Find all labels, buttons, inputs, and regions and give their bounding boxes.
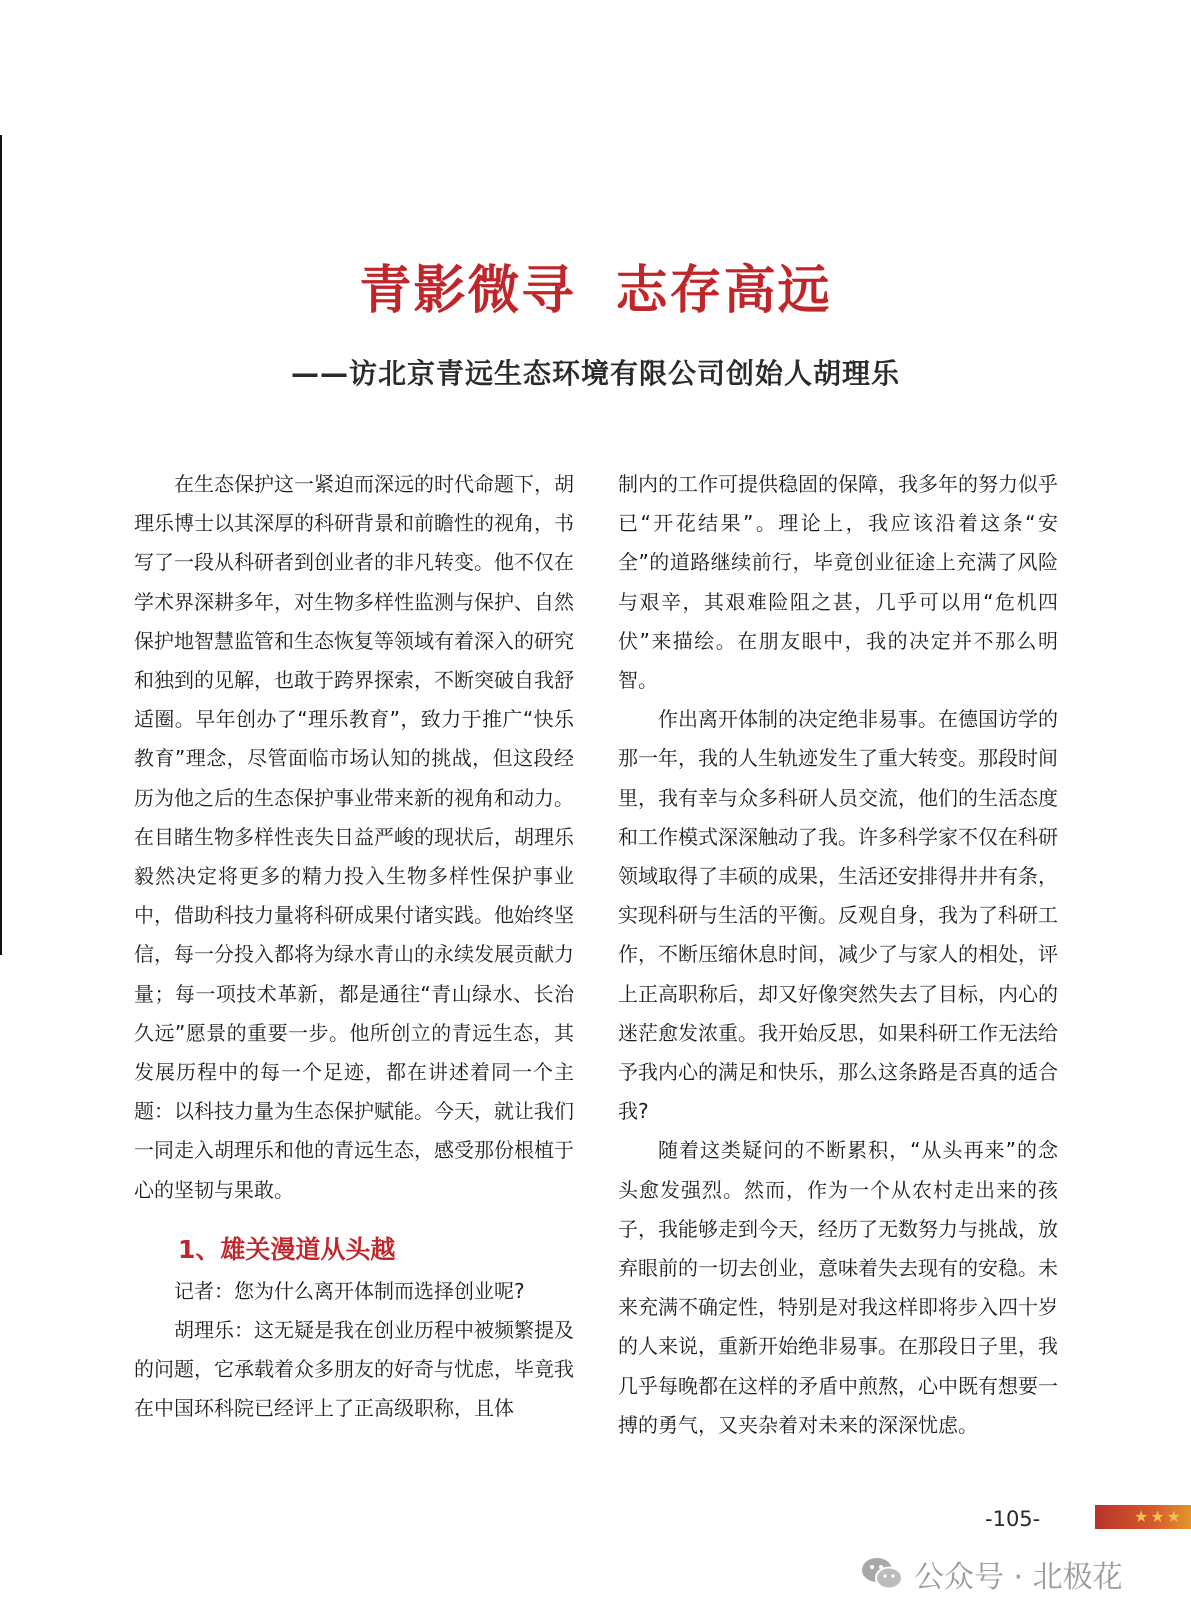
left-column (134, 465, 574, 1429)
article-title: 青影微寻 志存高远 (359, 260, 832, 321)
section-heading: 1、雄关漫道从头越 (178, 1234, 396, 1264)
interview-answer-part3: 随着这类疑问的不断累积，“从头再来”的念头愈发强烈。然而，作为一个从农村走出来的孩子，我能够走到今天，经历了无数努力与挑战，放弃眼前的一切去创业，意味着失去现有的安稳。未来充满不确定性，特别是对我这样即将步入四十岁的人来说，重新开始绝非易事。在那段日子里，我几乎每晚都在这样的矛盾中煎熬，心中既有想要一搏的勇气，又夹杂着对未来的深深忧虑。 (618, 1138, 1058, 1437)
interview-question: 记者：您为什么离开体制而选择创业呢? (174, 1278, 525, 1303)
intro-paragraph: 在生态保护这一紧迫而深远的时代命题下，胡理乐博士以其深厚的科研背景和前瞻性的视角，书写了一段从科研者到创业者的非凡转变。他不仅在学术界深耕多年，对生物多样性监测与保护、自然保护地智慧监管和生态恢复等领域有着深入的研究和独到的见解，也敢于跨界探索，不断突破自我舒适圈。早年创办了“理乐教育”，致力于推广“快乐教育”理念，尽管面临市场认知的挑战，但这段经历为他之后的生态保护事业带来新的视角和动力。在目睹生物多样性丧失日益严峻的现状后，胡理乐毅然决定将更多的精力投入生物多样性保护事业中，借助科技力量将科研成果付诸实践。他始终坚信，每一分投入都将为绿水青山的永续发展贡献力量；每一项技术革新，都是通往“青山绿水、长治久远”愿景的重要一步。他所创立的青远生态，其发展历程中的每一个足迹，都在讲述着同一个主题：以科技力量为生态保护赋能。今天，就让我们一同走入胡理乐和他的青远生态，感受那份根植于心的坚韧与果敢。 (134, 472, 574, 1202)
watermark (860, 1552, 1123, 1596)
decorative-corner-bar (1095, 1505, 1191, 1529)
star-decoration-icon: ★★★ (1133, 1507, 1183, 1526)
watermark-text: 公众号 · 北极花 (914, 1560, 1123, 1595)
article-subtitle: ——访北京青远生态环境有限公司创始人胡理乐 (290, 357, 900, 390)
page-number: -105- (985, 1507, 1041, 1531)
interview-answer-continued: 制内的工作可提供稳固的保障，我多年的努力似乎已“开花结果”。理论上，我应该沿着这条“安全”的道路继续前行，毕竟创业征途上充满了风险与艰辛，其艰难险阻之甚，几乎可以用“危机四伏”来描绘。在朋友眼中，我的决定并不那么明智。 (618, 472, 1058, 693)
right-column (618, 465, 1058, 1445)
wechat-icon (860, 1556, 904, 1592)
interview-answer-part1: 胡理乐：这无疑是我在创业历程中被频繁提及的问题，它承载着众多朋友的好奇与忧虑，毕竟我在中国环科院已经评上了正高级职称，且体 (134, 1318, 574, 1421)
interview-answer-part2: 作出离开体制的决定绝非易事。在德国访学的那一年，我的人生轨迹发生了重大转变。那段时间里，我有幸与众多科研人员交流，他们的生活态度和工作模式深深触动了我。许多科学家不仅在科研领域取得了丰硕的成果，生活还安排得井井有条，实现科研与生活的平衡。反观自身，我为了科研工作，不断压缩休息时间，减少了与家人的相处，评上正高职称后，却又好像突然失去了目标，内心的迷茫愈发浓重。我开始反思，如果科研工作无法给予我内心的满足和快乐，那么这条路是否真的适合我? (618, 707, 1058, 1124)
